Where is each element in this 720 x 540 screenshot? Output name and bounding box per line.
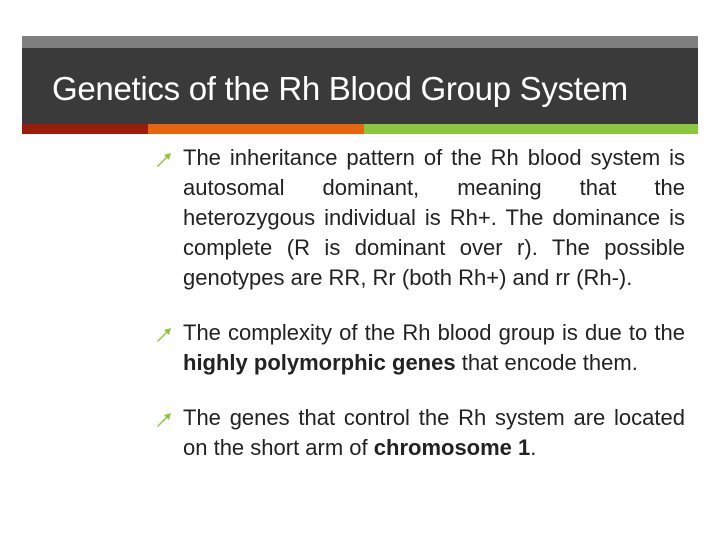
bullet-text-segment: The genes that control the Rh system are located on the short arm of	[183, 405, 685, 460]
bullet-text-segment: .	[530, 435, 537, 460]
bullet-text-emphasis: highly polymorphic genes	[183, 350, 456, 375]
bullet-item	[155, 143, 685, 293]
arrow-up-right-icon	[155, 151, 173, 169]
arrow-up-right-icon	[155, 411, 173, 429]
bullet-text-emphasis: chromosome 1	[373, 435, 531, 460]
accent-bar-orange	[148, 124, 364, 134]
bullet-text-segment: The inheritance pattern of the Rh blood system is autosomal dominant, meaning that the heterozygous individual is Rh+. The dominance is complete (R is dominant over r). The possible genotypes are RR, Rr (both Rh+) and rr (Rh-).	[183, 145, 685, 290]
arrow-up-right-icon	[155, 326, 173, 344]
bullet-text-segment: The complexity of the Rh blood group is due to the	[183, 320, 685, 345]
slide-title: Genetics of the Rh Blood Group System	[52, 70, 628, 107]
accent-bar-red	[22, 124, 148, 134]
bullet-item	[155, 403, 685, 463]
bullet-text	[183, 405, 685, 460]
bullet-list	[155, 143, 685, 463]
bullet-item	[155, 318, 685, 378]
top-strip	[22, 36, 698, 48]
bullet-text-segment: that encode them.	[455, 350, 638, 375]
bullet-text	[183, 320, 685, 375]
bullet-text	[183, 145, 685, 290]
accent-bar-green	[364, 124, 698, 134]
